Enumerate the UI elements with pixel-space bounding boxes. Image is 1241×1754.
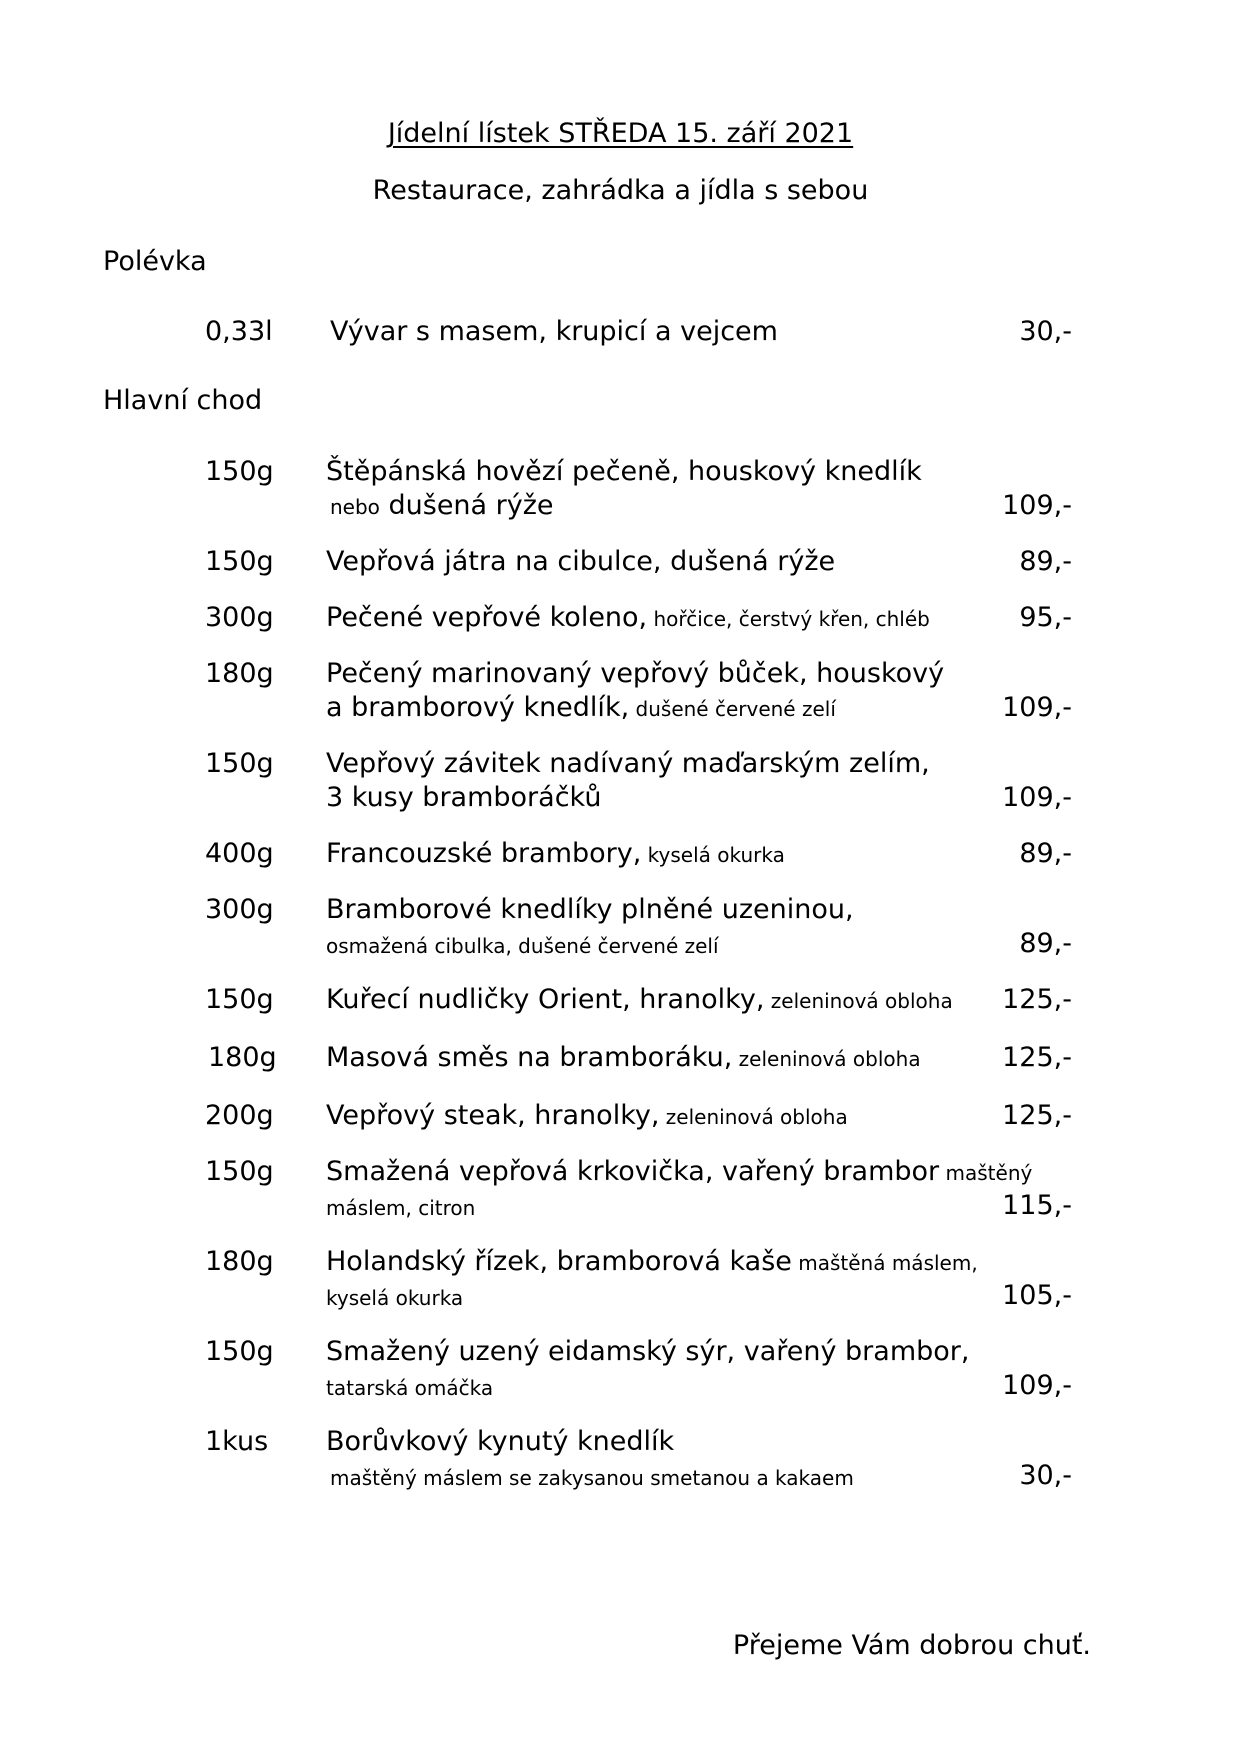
item-quantity: 1kus: [205, 1426, 269, 1457]
closing-greeting: Přejeme Vám dobrou chuť.: [732, 1630, 1091, 1661]
item-price: 89,-: [1019, 546, 1072, 577]
item-quantity: 150g: [205, 1336, 274, 1367]
item-name: [326, 1100, 848, 1131]
item-side-note: osmažená cibulka, dušené červené zelí: [326, 934, 719, 958]
section-heading-main: Hlavní chod: [103, 385, 263, 416]
item-side-note: zeleninová obloha: [764, 989, 953, 1013]
item-price: 125,-: [1002, 984, 1072, 1015]
item-price: 115,-: [1002, 1190, 1072, 1221]
item-name-main: Kuřecí nudličky Orient, hranolky,: [326, 984, 765, 1015]
item-name: [326, 984, 953, 1015]
item-price: 125,-: [1002, 1100, 1072, 1131]
item-side-note: maštěný máslem se zakysanou smetanou a kakaem: [330, 1466, 854, 1490]
item-quantity: 300g: [205, 602, 274, 633]
item-side: [330, 490, 554, 521]
item-price: 30,-: [1019, 316, 1072, 347]
item-price: 89,-: [1019, 838, 1072, 869]
item-name: [326, 1042, 921, 1073]
item-quantity: 150g: [205, 546, 274, 577]
item-side-main: dušená rýže: [379, 490, 554, 521]
menu-title: Jídelní lístek STŘEDA 15. září 2021: [387, 118, 854, 149]
item-price: 109,-: [1002, 490, 1072, 521]
item-price: 109,-: [1002, 692, 1072, 723]
item-quantity: 180g: [208, 1042, 277, 1073]
item-price: 95,-: [1019, 602, 1072, 633]
item-name: Borůvkový kynutý knedlík: [326, 1426, 675, 1457]
item-price: 109,-: [1002, 782, 1072, 813]
item-name-main: Pečené vepřové koleno,: [326, 602, 648, 633]
item-side: [326, 692, 836, 723]
item-side-note: kyselá okurka: [641, 843, 785, 867]
item-name-main: Francouzské brambory,: [326, 838, 642, 869]
item-side-note: nebo: [330, 495, 380, 519]
item-name-main: Vepřový steak, hranolky,: [326, 1100, 660, 1131]
item-quantity: 180g: [205, 1246, 274, 1277]
item-side-note: maštěná máslem,: [791, 1251, 978, 1275]
item-quantity: 0,33l: [205, 316, 273, 347]
item-side: 3 kusy bramboráčků: [326, 782, 602, 813]
item-name: [326, 838, 785, 869]
item-quantity: 200g: [205, 1100, 274, 1131]
item-name: Smažený uzený eidamský sýr, vařený brambor,: [326, 1336, 970, 1367]
item-quantity: 400g: [205, 838, 274, 869]
item-side-note: dušené červené zelí: [629, 697, 836, 721]
item-name: [326, 602, 930, 633]
item-side-note: maštěný: [939, 1161, 1033, 1185]
item-name: Štěpánská hovězí pečeně, houskový knedlík: [326, 456, 922, 487]
item-name: Bramborové knedlíky plněné uzeninou,: [326, 894, 854, 925]
item-price: 109,-: [1002, 1370, 1072, 1401]
item-quantity: 150g: [205, 748, 274, 779]
item-quantity: 180g: [205, 658, 274, 689]
item-side-main: a bramborový knedlík,: [326, 692, 630, 723]
item-price: 30,-: [1019, 1460, 1072, 1491]
item-name: [326, 1246, 978, 1277]
item-name: Vepřová játra na cibulce, dušená rýže: [326, 546, 836, 577]
item-side-note: kyselá okurka: [326, 1286, 464, 1310]
item-name: Vepřový závitek nadívaný maďarským zelím,: [326, 748, 930, 779]
item-name-main: Masová směs na bramboráku,: [326, 1042, 733, 1073]
section-heading-soup: Polévka: [103, 246, 207, 277]
item-side-note: máslem, citron: [326, 1196, 476, 1220]
item-name: [326, 1156, 1032, 1187]
item-side-note: tatarská omáčka: [326, 1376, 494, 1400]
menu-subtitle: Restaurace, zahrádka a jídla s sebou: [372, 175, 869, 206]
item-quantity: 150g: [205, 456, 274, 487]
item-quantity: 150g: [205, 1156, 274, 1187]
item-side-note: zeleninová obloha: [659, 1105, 848, 1129]
item-price: 89,-: [1019, 928, 1072, 959]
item-name: Vývar s masem, krupicí a vejcem: [330, 316, 778, 347]
item-price: 105,-: [1002, 1280, 1072, 1311]
item-price: 125,-: [1002, 1042, 1072, 1073]
item-name: Pečený marinovaný vepřový bůček, houskový: [326, 658, 945, 689]
item-quantity: 300g: [205, 894, 274, 925]
item-name-main: Holandský řízek, bramborová kaše: [326, 1246, 792, 1277]
item-side-note: zeleninová obloha: [732, 1047, 921, 1071]
item-name-main: Smažená vepřová krkovička, vařený brambor: [326, 1156, 940, 1187]
item-side-note: hořčice, čerstvý křen, chléb: [647, 607, 930, 631]
item-quantity: 150g: [205, 984, 274, 1015]
